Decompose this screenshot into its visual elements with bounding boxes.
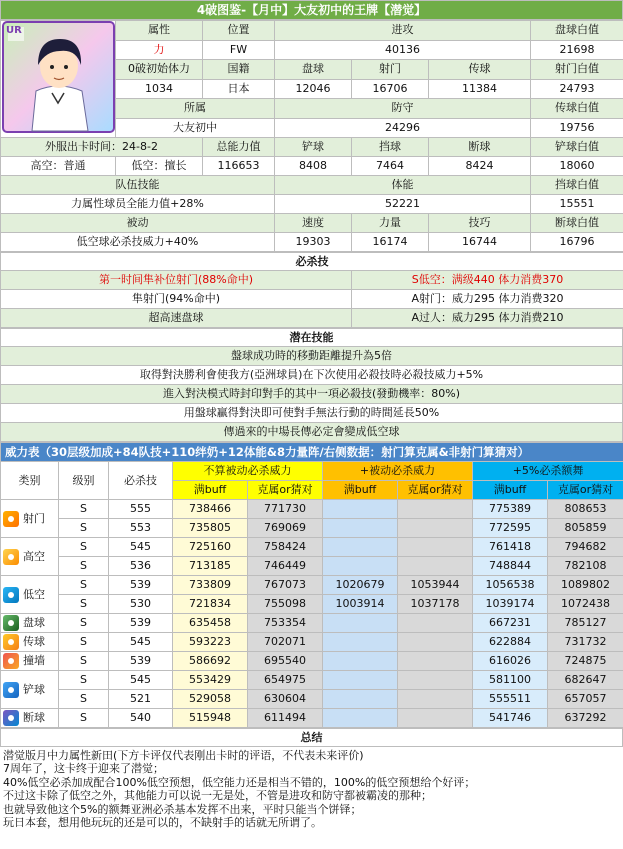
value-block: 7464 bbox=[352, 157, 429, 176]
power-kill: 555 bbox=[109, 500, 173, 519]
power-counter-no-passive: 630604 bbox=[248, 690, 323, 709]
power-full-no-passive: 725160 bbox=[173, 538, 248, 557]
power-counter-extra: 682647 bbox=[548, 671, 623, 690]
power-kill: 539 bbox=[109, 614, 173, 633]
power-counter-extra: 785127 bbox=[548, 614, 623, 633]
power-counter-extra: 794682 bbox=[548, 538, 623, 557]
value-speed: 19303 bbox=[275, 233, 352, 252]
label-speed: 速度 bbox=[275, 214, 352, 233]
value-pass-base: 19756 bbox=[531, 118, 623, 138]
power-full-extra: 622884 bbox=[473, 633, 548, 652]
label-power: 力量 bbox=[352, 214, 429, 233]
value-initial-stamina: 1034 bbox=[116, 79, 203, 99]
value-dribble-base: 21698 bbox=[531, 40, 623, 60]
power-type-cell bbox=[1, 500, 59, 538]
power-table-title: 威力表（30层级加成+84队技+110绊奶+12体能&8力量阵/右侧数据：射门算克属&非射门算猜对） bbox=[1, 443, 623, 462]
power-full-extra: 581100 bbox=[473, 671, 548, 690]
power-counter-passive: 1053944 bbox=[398, 576, 473, 595]
special-row bbox=[1, 290, 623, 309]
col-kill: 必杀技 bbox=[109, 462, 173, 500]
power-full-no-passive: 738466 bbox=[173, 500, 248, 519]
power-counter-passive bbox=[398, 690, 473, 709]
label-tackle: 铲球 bbox=[275, 138, 352, 157]
summary-header: 总结 bbox=[0, 728, 623, 747]
power-full-no-passive: 713185 bbox=[173, 557, 248, 576]
power-counter-passive bbox=[398, 557, 473, 576]
value-power: 16174 bbox=[352, 233, 429, 252]
summary-line: 潜觉版月中力属性新田(下方卡评仅代表刚出卡时的评语，不代表未来评价) bbox=[3, 749, 364, 762]
power-counter-no-passive: 695540 bbox=[248, 652, 323, 671]
value-dribble: 12046 bbox=[275, 79, 352, 99]
power-grade: S bbox=[59, 595, 109, 614]
power-counter-extra: 782108 bbox=[548, 557, 623, 576]
high-ball-icon bbox=[3, 549, 19, 565]
power-type-cell bbox=[1, 652, 59, 671]
power-full-no-passive: 586692 bbox=[173, 652, 248, 671]
shoot-icon bbox=[3, 511, 19, 527]
label-pass-base: 传球白值 bbox=[531, 99, 623, 119]
power-grade: S bbox=[59, 500, 109, 519]
power-full-passive bbox=[323, 500, 398, 519]
power-type-label: 射门 bbox=[23, 511, 45, 525]
power-row bbox=[1, 671, 623, 690]
value-technique: 16744 bbox=[429, 233, 531, 252]
latent-header: 潜在技能 bbox=[1, 329, 623, 347]
power-grade: S bbox=[59, 709, 109, 728]
summary-line: 7周年了，这卡终于迎来了潜觉； bbox=[3, 762, 164, 776]
dribble-icon bbox=[3, 615, 19, 631]
label-block: 挡球 bbox=[352, 138, 429, 157]
power-full-extra: 555511 bbox=[473, 690, 548, 709]
col-counter: 克属or猜对 bbox=[398, 481, 473, 500]
value-position: FW bbox=[203, 40, 275, 60]
power-counter-passive bbox=[398, 614, 473, 633]
label-intercept-base: 断球白值 bbox=[531, 214, 623, 233]
power-kill: 539 bbox=[109, 652, 173, 671]
col-full-buff: 满buff bbox=[473, 481, 548, 500]
power-grade: S bbox=[59, 614, 109, 633]
value-stamina: 52221 bbox=[275, 195, 531, 214]
label-total: 总能力值 bbox=[203, 138, 275, 157]
power-full-no-passive: 553429 bbox=[173, 671, 248, 690]
col-group-passive: +被动必杀威力 bbox=[323, 462, 473, 481]
power-row bbox=[1, 633, 623, 652]
power-counter-no-passive: 771730 bbox=[248, 500, 323, 519]
special-row bbox=[1, 271, 623, 290]
value-pass: 11384 bbox=[429, 79, 531, 99]
power-counter-extra: 731732 bbox=[548, 633, 623, 652]
power-kill: 539 bbox=[109, 576, 173, 595]
special-row bbox=[1, 309, 623, 328]
power-table-body bbox=[1, 500, 623, 728]
power-type-cell bbox=[1, 633, 59, 652]
col-group-no-passive: 不算被动必杀威力 bbox=[173, 462, 323, 481]
power-row bbox=[1, 614, 623, 633]
value-tackle: 8408 bbox=[275, 157, 352, 176]
power-type-label: 传球 bbox=[23, 635, 45, 648]
card-portrait[interactable] bbox=[1, 21, 116, 138]
latent-skill: 傳過來的中場長傳必定會變成低空球 bbox=[1, 423, 623, 442]
special-move-stats: S低空：满级440 体力消费370 bbox=[352, 271, 623, 290]
label-passive: 被动 bbox=[1, 214, 275, 233]
value-attribute: 力 bbox=[116, 40, 203, 60]
power-table bbox=[0, 442, 623, 728]
power-counter-no-passive: 702071 bbox=[248, 633, 323, 652]
latent-skill: 取得對決勝利會使我方(亞洲球員)在下次使用必殺技時必殺技威力+5% bbox=[1, 366, 623, 385]
power-grade: S bbox=[59, 519, 109, 538]
rarity-badge: UR bbox=[6, 25, 22, 36]
special-moves-table bbox=[0, 252, 623, 328]
power-counter-passive: 1037178 bbox=[398, 595, 473, 614]
label-attribute: 属性 bbox=[116, 21, 203, 41]
power-type-label: 盘球 bbox=[23, 616, 45, 629]
power-full-passive: 1003914 bbox=[323, 595, 398, 614]
power-counter-no-passive: 654975 bbox=[248, 671, 323, 690]
latent-skill: 進入對決模式時封印對手的其中一項必殺技(發動機率：80%) bbox=[1, 385, 623, 404]
power-counter-passive bbox=[398, 538, 473, 557]
power-row bbox=[1, 595, 623, 614]
high-ball-rating: 高空：普通 bbox=[1, 157, 116, 176]
power-counter-passive bbox=[398, 500, 473, 519]
col-full-buff: 满buff bbox=[173, 481, 248, 500]
power-type-label: 断球 bbox=[23, 711, 45, 724]
summary-line: 40%低空必杀加成配合100%低空预想，低空能力还是相当不错的，100%的低空预想给个好评； bbox=[3, 775, 476, 789]
power-full-passive bbox=[323, 557, 398, 576]
power-counter-passive bbox=[398, 652, 473, 671]
power-full-passive bbox=[323, 519, 398, 538]
power-type-cell bbox=[1, 538, 59, 576]
page-title: 4破图鉴-【月中】大友初中的王牌【潜觉】 bbox=[1, 1, 623, 20]
power-full-passive bbox=[323, 633, 398, 652]
value-defense: 24296 bbox=[275, 118, 531, 138]
low-ball-icon bbox=[3, 587, 19, 603]
power-counter-no-passive: 769069 bbox=[248, 519, 323, 538]
power-row bbox=[1, 709, 623, 728]
value-tackle-base: 18060 bbox=[531, 157, 623, 176]
summary-line: 不过这卡除了低空之外，其他能力可以说一无是处，不管是进攻和防守都被霸凌的那种； bbox=[3, 789, 432, 803]
stats-table bbox=[0, 20, 623, 252]
power-counter-extra: 808653 bbox=[548, 500, 623, 519]
power-counter-extra: 724875 bbox=[548, 652, 623, 671]
special-move-name: 第一时间隼补位射门(88%命中) bbox=[1, 271, 352, 290]
power-counter-no-passive: 611494 bbox=[248, 709, 323, 728]
block-icon bbox=[3, 710, 19, 726]
label-defense: 防守 bbox=[275, 99, 531, 119]
wall-icon bbox=[3, 653, 19, 669]
label-nationality: 国籍 bbox=[203, 60, 275, 80]
power-counter-no-passive: 767073 bbox=[248, 576, 323, 595]
power-counter-passive bbox=[398, 671, 473, 690]
power-grade: S bbox=[59, 633, 109, 652]
power-kill: 545 bbox=[109, 671, 173, 690]
value-passive: 低空球必杀技威力+40% bbox=[1, 233, 275, 252]
power-full-no-passive: 733809 bbox=[173, 576, 248, 595]
label-initial-stamina: 0破初始体力 bbox=[116, 60, 203, 80]
power-full-extra: 541746 bbox=[473, 709, 548, 728]
power-counter-passive bbox=[398, 709, 473, 728]
power-full-extra: 761418 bbox=[473, 538, 548, 557]
col-grade: 级别 bbox=[59, 462, 109, 500]
power-grade: S bbox=[59, 576, 109, 595]
power-full-extra: 748844 bbox=[473, 557, 548, 576]
power-counter-no-passive: 758424 bbox=[248, 538, 323, 557]
value-team-skill: 力属性球员全能力值+28% bbox=[1, 195, 275, 214]
power-full-no-passive: 635458 bbox=[173, 614, 248, 633]
latent-skills-table bbox=[0, 328, 623, 442]
label-position: 位置 bbox=[203, 21, 275, 41]
power-counter-extra: 657057 bbox=[548, 690, 623, 709]
power-type-cell bbox=[1, 709, 59, 728]
label-tackle-base: 铲球白值 bbox=[531, 138, 623, 157]
power-counter-no-passive: 755098 bbox=[248, 595, 323, 614]
power-grade: S bbox=[59, 671, 109, 690]
power-full-extra: 772595 bbox=[473, 519, 548, 538]
col-group-extra: +5%必杀额舞 bbox=[473, 462, 623, 481]
power-full-passive: 1020679 bbox=[323, 576, 398, 595]
power-row bbox=[1, 519, 623, 538]
power-type-cell bbox=[1, 576, 59, 614]
power-full-extra: 616026 bbox=[473, 652, 548, 671]
power-full-passive bbox=[323, 538, 398, 557]
power-kill: 540 bbox=[109, 709, 173, 728]
power-row bbox=[1, 500, 623, 519]
power-type-cell bbox=[1, 614, 59, 633]
label-stamina: 体能 bbox=[275, 176, 531, 195]
power-type-label: 低空 bbox=[23, 587, 45, 601]
power-counter-no-passive: 753354 bbox=[248, 614, 323, 633]
power-full-no-passive: 529058 bbox=[173, 690, 248, 709]
label-block-base: 挡球白值 bbox=[531, 176, 623, 195]
power-full-no-passive: 735805 bbox=[173, 519, 248, 538]
power-full-passive bbox=[323, 709, 398, 728]
label-technique: 技巧 bbox=[429, 214, 531, 233]
label-team: 所属 bbox=[116, 99, 275, 119]
special-header: 必杀技 bbox=[1, 253, 623, 271]
label-offense: 进攻 bbox=[275, 21, 531, 41]
power-grade: S bbox=[59, 538, 109, 557]
power-counter-passive bbox=[398, 519, 473, 538]
tackle-icon bbox=[3, 682, 19, 698]
low-ball-rating: 低空：擅长 bbox=[116, 157, 203, 176]
label-shoot: 射门 bbox=[352, 60, 429, 80]
power-type-cell bbox=[1, 671, 59, 709]
power-kill: 521 bbox=[109, 690, 173, 709]
power-type-label: 撞墙 bbox=[23, 654, 45, 667]
value-offense: 40136 bbox=[275, 40, 531, 60]
special-move-name: 超高速盘球 bbox=[1, 309, 352, 328]
label-shoot-base: 射门白值 bbox=[531, 60, 623, 80]
pass-icon bbox=[3, 634, 19, 650]
power-full-passive bbox=[323, 614, 398, 633]
power-counter-extra: 1072438 bbox=[548, 595, 623, 614]
title-bar bbox=[0, 0, 623, 20]
power-counter-extra: 1089802 bbox=[548, 576, 623, 595]
power-full-extra: 775389 bbox=[473, 500, 548, 519]
power-full-no-passive: 515948 bbox=[173, 709, 248, 728]
col-type: 类别 bbox=[1, 462, 59, 500]
value-shoot: 16706 bbox=[352, 79, 429, 99]
power-row bbox=[1, 652, 623, 671]
power-full-no-passive: 721834 bbox=[173, 595, 248, 614]
power-counter-extra: 637292 bbox=[548, 709, 623, 728]
power-type-label: 高空 bbox=[23, 549, 45, 563]
power-row bbox=[1, 557, 623, 576]
value-intercept: 8424 bbox=[429, 157, 531, 176]
value-nationality: 日本 bbox=[203, 79, 275, 99]
power-full-extra: 1056538 bbox=[473, 576, 548, 595]
power-kill: 545 bbox=[109, 633, 173, 652]
value-block-base: 15551 bbox=[531, 195, 623, 214]
label-intercept: 断球 bbox=[429, 138, 531, 157]
latent-skill: 用盤球贏得對決即可使對手無法行動的時間延長50% bbox=[1, 404, 623, 423]
special-move-name: 隼射门(94%命中) bbox=[1, 290, 352, 309]
power-counter-no-passive: 746449 bbox=[248, 557, 323, 576]
value-intercept-base: 16796 bbox=[531, 233, 623, 252]
summary-text bbox=[0, 747, 623, 829]
col-counter: 克属or猜对 bbox=[248, 481, 323, 500]
power-full-extra: 1039174 bbox=[473, 595, 548, 614]
col-counter: 克属or猜对 bbox=[548, 481, 623, 500]
power-row bbox=[1, 538, 623, 557]
power-counter-extra: 805859 bbox=[548, 519, 623, 538]
power-full-extra: 667231 bbox=[473, 614, 548, 633]
label-dribble: 盘球 bbox=[275, 60, 352, 80]
power-full-no-passive: 593223 bbox=[173, 633, 248, 652]
power-kill: 553 bbox=[109, 519, 173, 538]
value-total: 116653 bbox=[203, 157, 275, 176]
power-type-label: 铲球 bbox=[23, 682, 45, 696]
label-pass: 传球 bbox=[429, 60, 531, 80]
power-full-passive bbox=[323, 671, 398, 690]
special-move-stats: A射门：威力295 体力消费320 bbox=[352, 290, 623, 309]
col-full-buff: 满buff bbox=[323, 481, 398, 500]
power-kill: 545 bbox=[109, 538, 173, 557]
value-team: 大友初中 bbox=[116, 118, 275, 138]
power-grade: S bbox=[59, 557, 109, 576]
latent-skill: 盤球成功時的移動距離提升為5倍 bbox=[1, 347, 623, 366]
special-move-stats: A过人：威力295 体力消费210 bbox=[352, 309, 623, 328]
label-dribble-base: 盘球白值 bbox=[531, 21, 623, 41]
power-kill: 536 bbox=[109, 557, 173, 576]
label-team-skill: 队伍技能 bbox=[1, 176, 275, 195]
power-row bbox=[1, 690, 623, 709]
release-date: 外服出卡时间：24-8-2 bbox=[1, 138, 203, 157]
value-shoot-base: 24793 bbox=[531, 79, 623, 99]
power-row bbox=[1, 576, 623, 595]
power-full-passive bbox=[323, 690, 398, 709]
power-full-passive bbox=[323, 652, 398, 671]
power-grade: S bbox=[59, 652, 109, 671]
summary-line: 玩日本套，想用他玩玩的还是可以的，不缺射手的话就无所谓了。 bbox=[3, 816, 322, 830]
power-counter-passive bbox=[398, 633, 473, 652]
summary-line: 也就导致他这个5%的额舞亚洲必杀基本发挥不出来，平时只能当个饼铎； bbox=[3, 802, 362, 816]
power-grade: S bbox=[59, 690, 109, 709]
power-kill: 530 bbox=[109, 595, 173, 614]
